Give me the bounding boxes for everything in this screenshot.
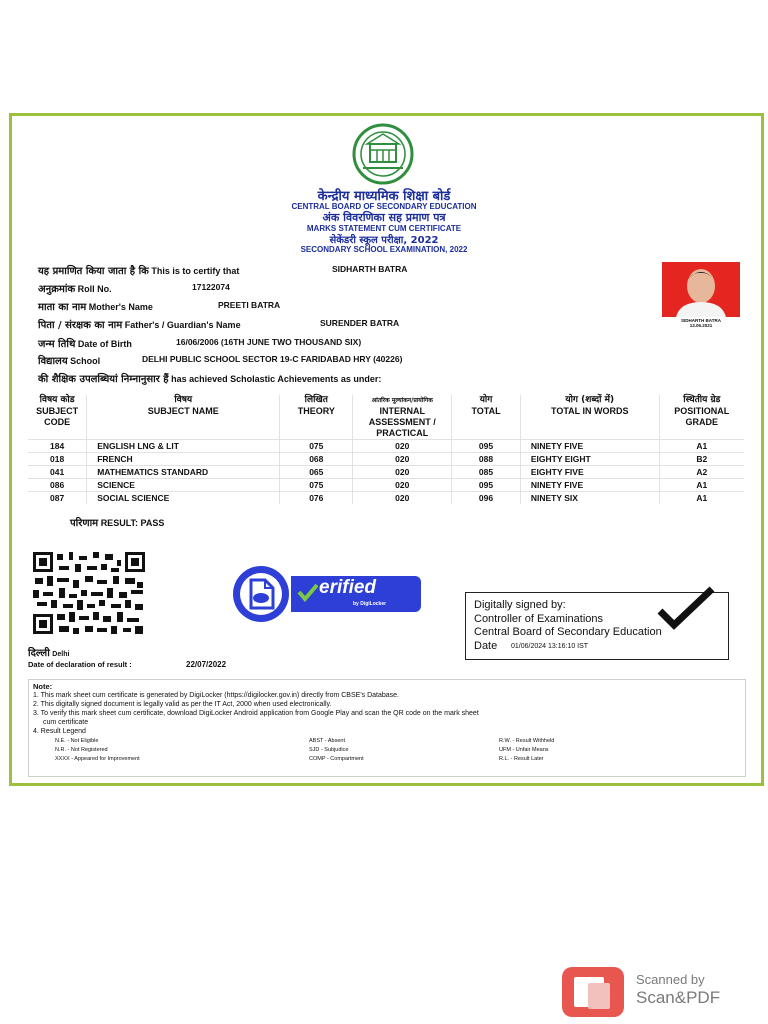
achievements-label: has achieved Scholastic Achievements as under: — [171, 374, 382, 384]
certificate-title-hindi: अंक विवरणिका सह प्रमाण पत्र — [322, 211, 446, 224]
legend-item: N.E. - Not Eligible — [55, 738, 99, 744]
mother-label: Mother's Name — [88, 302, 153, 312]
certify-label-hindi: यह प्रमाणित किया जाता है कि — [38, 266, 149, 277]
photo-name: SIDHARTH BATRA — [681, 318, 721, 323]
father-label-hindi: पिता / संरक्षक का नाम — [38, 320, 123, 331]
roll-number: 17122074 — [192, 282, 230, 292]
school-name: DELHI PUBLIC SCHOOL SECTOR 19-C FARIDABAD HRY (40226) — [142, 354, 403, 364]
verified-label: erified — [319, 577, 377, 598]
mother-line — [38, 299, 153, 313]
place-hindi: दिल्ली — [28, 648, 50, 659]
certify-label: This is to certify that — [151, 266, 240, 276]
roll-label: Roll No. — [77, 284, 112, 294]
board-name-hindi: केन्द्रीय माध्यमिक शिक्षा बोर्ड — [317, 189, 451, 204]
legend-item: UFM - Unfair Means — [499, 747, 549, 753]
photo-caption — [656, 318, 746, 328]
note-item: 4. Result Legend — [33, 728, 86, 735]
header-theory: लिखित THEORY — [280, 395, 353, 440]
legend-item: ABST - Absent — [309, 738, 345, 744]
header-total: योग TOTAL — [452, 395, 521, 440]
declaration-date-label: Date of declaration of result : — [28, 660, 132, 669]
achievements-label-hindi: की शैक्षिक उपलब्धियां निम्नानुसार हैं — [38, 374, 169, 385]
notes-box — [28, 679, 746, 777]
scanner-logo-icon — [562, 967, 624, 1017]
father-label: Father's / Guardian's Name — [124, 320, 241, 330]
exam-name: SECONDARY SCHOOL EXAMINATION, 2022 — [300, 245, 468, 254]
roll-label-hindi: अनुक्रमांक — [38, 284, 76, 295]
board-name: CENTRAL BOARD OF SECONDARY EDUCATION — [291, 202, 477, 211]
roll-line — [38, 281, 112, 295]
school-label-hindi: विद्यालय — [38, 356, 68, 367]
cbse-logo — [345, 122, 421, 186]
achievements-line — [38, 371, 381, 385]
father-name: SURENDER BATRA — [320, 318, 400, 328]
notes-title: Note: — [33, 682, 53, 691]
marks-table-header — [28, 395, 744, 440]
table-row: 018 FRENCH 068 020 088 EIGHTY EIGHT B2 — [28, 453, 744, 466]
header-positional-grade: स्थितीय ग्रेड POSITIONAL GRADE — [674, 395, 730, 427]
certificate-title: MARKS STATEMENT CUM CERTIFICATE — [306, 224, 462, 233]
verified-by: by DigiLocker — [353, 601, 387, 607]
note-item: cum certificate — [43, 719, 89, 726]
header-internal-assessment: आंतरिक मूल्यांकन/प्रायोगिक INTERNAL ASSESSMENT / PRACTICAL — [353, 395, 452, 440]
legend-item: N.R. - Not Registered — [55, 747, 108, 753]
signature-line-1: Digitally signed by: — [474, 599, 566, 611]
legend-item: XXXX - Appeared for Improvement — [55, 756, 140, 762]
signature-check-icon — [656, 585, 716, 638]
document-icon — [249, 578, 275, 615]
result-status: RESULT: PASS — [100, 518, 165, 528]
exam-name-hindi: सेकेंडरी स्कूल परीक्षा, 2022 — [329, 235, 439, 246]
legend-item: R.L. - Result Later — [499, 756, 544, 762]
date-of-birth: 16/06/2006 (16TH JUNE TWO THOUSAND SIX) — [176, 337, 362, 347]
table-row: 041 MATHEMATICS STANDARD 065 020 085 EIGHTY FIVE A2 — [28, 466, 744, 479]
legend-item: R.W. - Result Withheld — [499, 738, 555, 744]
signature-date: 01/06/2024 13:16:10 IST — [511, 643, 589, 650]
declaration-date: 22/07/2022 — [186, 660, 227, 669]
table-row: 184 ENGLISH LNG & LIT 075 020 095 NINETY FIVE A1 — [28, 440, 744, 453]
photo-date: 13.06.2021 — [689, 323, 713, 328]
scanner-line-2: Scan&PDF — [636, 988, 721, 1007]
student-name: SIDHARTH BATRA — [332, 264, 408, 274]
legend-item: SJD - Subjudice — [309, 747, 349, 753]
signature-date-label: Date — [474, 640, 498, 652]
check-icon — [297, 582, 319, 607]
place-line — [28, 645, 69, 659]
verified-badge — [233, 566, 423, 622]
table-row: 087 SOCIAL SCIENCE 076 020 096 NINETY SIX A1 — [28, 492, 744, 505]
dob-label: Date of Birth — [77, 339, 132, 349]
school-line — [38, 353, 100, 367]
marks-table — [28, 395, 744, 504]
table-row: 086 SCIENCE 075 020 095 NINETY FIVE A1 — [28, 479, 744, 492]
signature-line-3: Central Board of Secondary Education — [474, 626, 662, 638]
dob-label-hindi: जन्म तिथि — [38, 339, 76, 350]
result-label-hindi: परिणाम — [70, 518, 99, 529]
digital-signature — [465, 592, 729, 660]
header-subject-name: विषय SUBJECT NAME — [87, 395, 280, 440]
note-item: 3. To verify this mark sheet cum certificate, download DigiLocker Android application from Google Play and scan the QR code on the mark sheet — [33, 710, 479, 717]
legend-item: COMP - Compartment — [309, 756, 364, 762]
scanner-line-1: Scanned by — [636, 972, 705, 987]
school-label: School — [70, 356, 101, 366]
father-line — [38, 317, 241, 331]
certify-line — [38, 263, 239, 277]
note-item: 2. This digitally signed document is legally valid as per the IT Act, 2000 when used electronically. — [33, 701, 332, 708]
place: Delhi — [52, 651, 70, 658]
mother-name: PREETI BATRA — [218, 300, 281, 310]
qr-code — [31, 550, 147, 636]
header-total-in-words: योग (शब्दों में) TOTAL IN WORDS — [520, 395, 659, 440]
result-line — [70, 515, 164, 529]
dob-line — [38, 336, 132, 350]
mother-label-hindi: माता का नाम — [38, 302, 87, 313]
signature-line-2: Controller of Examinations — [474, 613, 604, 625]
student-photo — [662, 262, 740, 317]
note-item: 1. This mark sheet cum certificate is generated by DigiLocker (https://digilocker.gov.in) directly from CBSE's Database. — [33, 692, 400, 699]
header-subject-code: विषय कोड SUBJECT CODE — [28, 395, 87, 440]
